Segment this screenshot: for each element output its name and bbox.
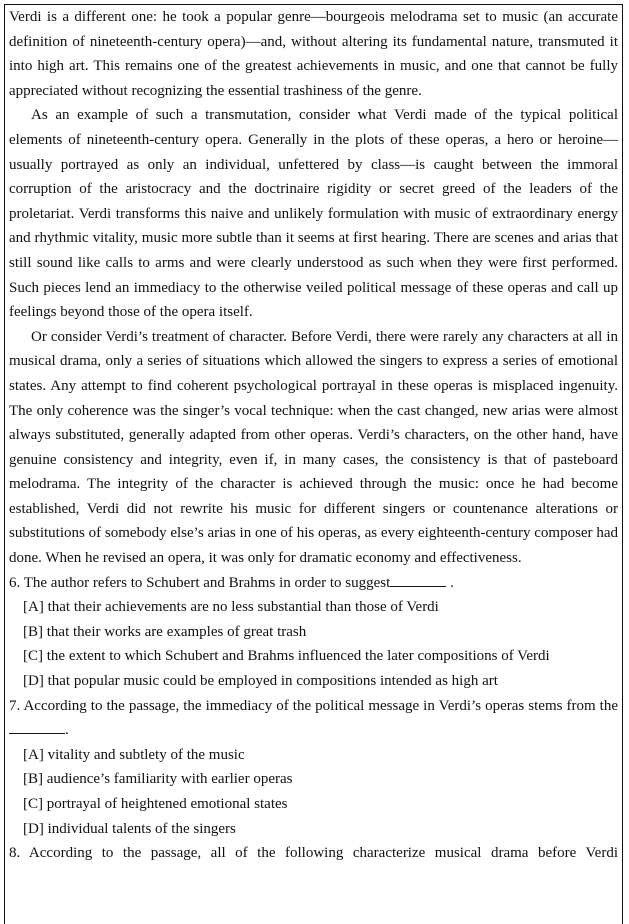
question-7-option-b: [B] audience’s familiarity with earlier operas [23,771,293,788]
passage-paragraph-2: As an example of such a transmutation, consider what Verdi made of the typical political elements of nineteenth-century opera. Generally in the plots of these operas, a hero or heroine—usually portrayed as only an individual, unfettered by class—is caught between the immoral corruption of the aristocracy and the doctrinaire rigidity or secret greed of the leaders of the proletariat. Verdi transforms this naive and unlikely formulation with music of extraordinary energy and rhythmic vitality, music more subtle than it seems at first hearing. There are scenes and arias that still sound like calls to arms and were clearly understood as such when they were first performed. Such pieces lend an immediacy to the otherwise veiled political message of these operas and call up feelings beyond those of the opera itself. [9,107,618,321]
answer-blank [9,721,65,734]
question-6 [9,571,618,694]
question-6-option-c: [C] the extent to which Schubert and Brahms influenced the later compositions of Verdi [23,648,550,665]
question-6-option-a: [A] that their achievements are no less substantial than those of Verdi [23,599,439,616]
question-6-stem-end: . [446,574,454,591]
question-6-option-b: [B] that their works are examples of great trash [23,623,307,640]
question-7-stem-text: 7. According to the passage, the immediacy of the political message in Verdi’s operas stems from the [9,697,618,714]
question-7-option-c: [C] portrayal of heightened emotional states [23,796,288,812]
question-7-option-d: [D] individual talents of the singers [23,820,236,837]
question-7-stem-end: . [65,722,69,739]
question-8-stem: 8. According to the passage, all of the following characterize musical drama before Verdi [9,845,618,862]
passage-paragraph-1: Verdi is a different one: he took a popular genre—bourgeois melodrama set to music (an accurate definition of nineteenth-century opera)—and, without altering its fundamental nature, transmuted it into high art. This remains one of the greatest achievements in music, and one that cannot be fully appreciated without recognizing the essential trashiness of the genre. [9,9,618,99]
question-7-option-a: [A] vitality and subtlety of the music [23,746,245,763]
document-page [4,4,623,924]
answer-blank [390,574,446,587]
question-6-stem [9,571,618,596]
question-6-stem-text: 6. The author refers to Schubert and Brahms in order to suggest [9,574,391,591]
passage-paragraph-3: Or consider Verdi’s treatment of character. Before Verdi, there were rarely any characters at all in musical drama, only a series of situations which allowed the singers to express a series of emotional states. Any attempt to find coherent psychological portrayal in these operas is misplaced ingenuity. The only coherence was the singer’s vocal technique: when the cast changed, new arias were almost always substituted, generally adapted from other operas. Verdi’s characters, on the other hand, have genuine consistency and integrity, even if, in many cases, the consistency is that of pasteboard melodrama. The integrity of the character is achieved through the music: once he had become established, Verdi did not rewrite his music for different singers or countenance alterations or substitutions of somebody else’s arias in one of his operas, as every eighteenth-century composer had done. When he revised an opera, it was only for dramatic economy and effectiveness. [9,328,618,567]
question-7 [9,694,618,842]
question-7-stem [9,694,618,743]
question-6-option-d: [D] that popular music could be employed in compositions intended as high art [23,673,498,690]
